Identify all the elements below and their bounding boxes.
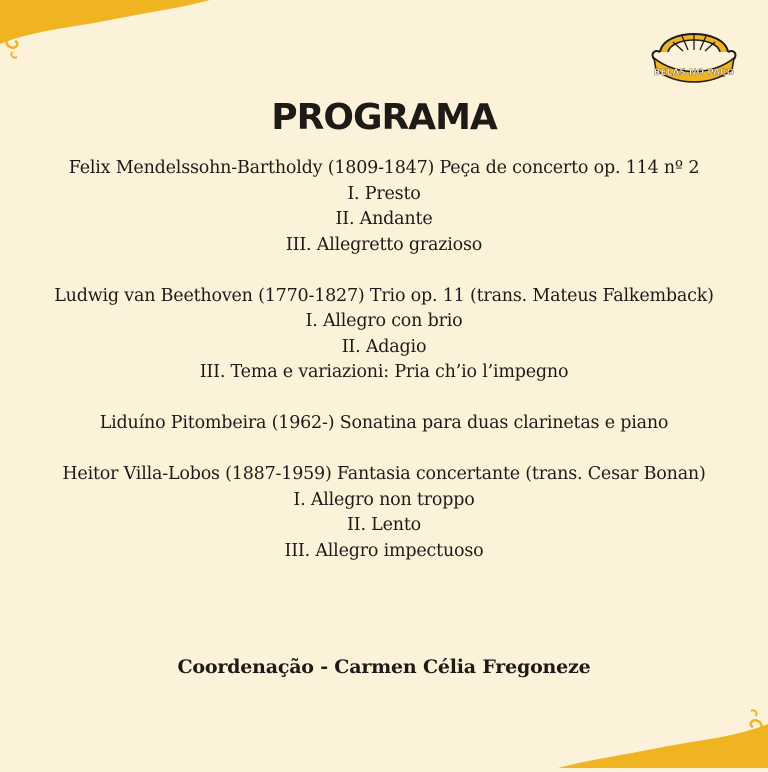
work-heading: Heitor Villa-Lobos (1887-1959) Fantasia concertante (trans. Cesar Bonan) bbox=[62, 464, 706, 484]
movement: II. Adagio bbox=[341, 336, 427, 357]
movement: III. Tema e variazioni: Pria ch’io l’impegno bbox=[199, 362, 569, 382]
movement: I. Allegro con brio bbox=[305, 311, 463, 331]
work-mendelssohn bbox=[0, 156, 768, 258]
corner-ornament-bottom-right bbox=[558, 698, 768, 768]
program-list bbox=[0, 156, 768, 590]
movement: I. Presto bbox=[347, 183, 421, 204]
movement: III. Allegro impectuoso bbox=[284, 540, 484, 561]
work-heading: Liduíno Pitombeira (1962-) Sonatina para duas clarinetas e piano bbox=[99, 413, 669, 433]
movement: II. Andante bbox=[335, 209, 433, 229]
corner-ornament-top-left bbox=[0, 0, 210, 70]
belas-no-paco-logo bbox=[646, 14, 742, 90]
movement: I. Allegro non troppo bbox=[293, 489, 475, 510]
work-villa-lobos bbox=[0, 462, 768, 564]
page-title: PROGRAMA bbox=[271, 97, 497, 138]
logo-text: BELAS NO PAÇO bbox=[653, 68, 735, 78]
work-pitombeira bbox=[0, 411, 768, 437]
work-beethoven bbox=[0, 284, 768, 386]
work-heading: Felix Mendelssohn-Bartholdy (1809-1847) Peça de concerto op. 114 nº 2 bbox=[68, 158, 700, 178]
movement: II. Lento bbox=[347, 515, 421, 535]
work-heading: Ludwig van Beethoven (1770-1827) Trio op. 11 (trans. Mateus Falkemback) bbox=[54, 285, 714, 306]
movement: III. Allegretto grazioso bbox=[285, 234, 483, 255]
coordination-credit: Coordenação - Carmen Célia Fregoneze bbox=[177, 656, 591, 678]
